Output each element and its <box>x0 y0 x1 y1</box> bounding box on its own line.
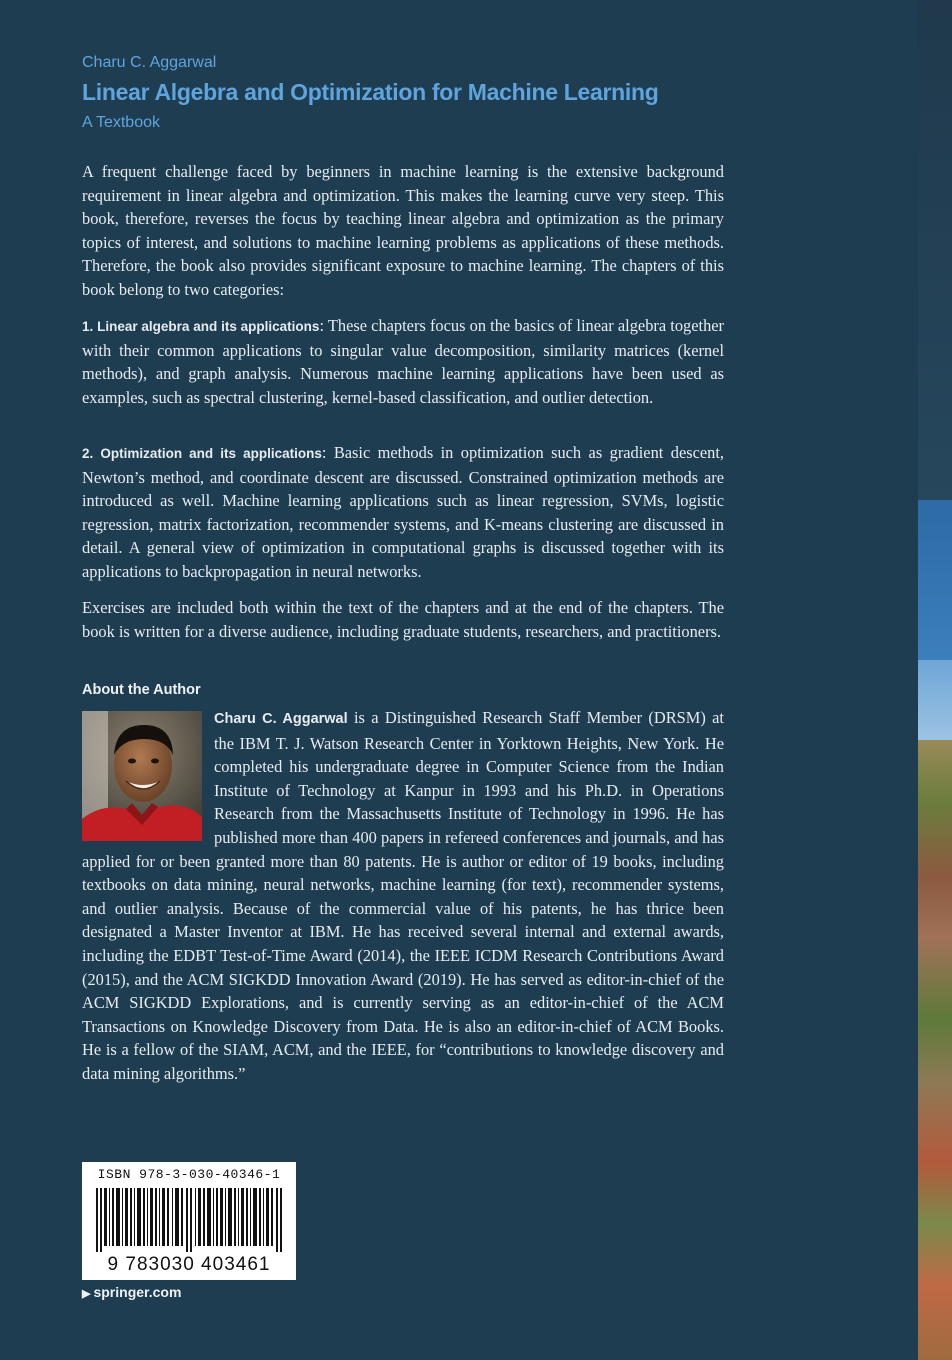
category-linear-algebra <box>82 314 724 409</box>
isbn-label: ISBN 978-3-030-40346-1 <box>97 1167 281 1182</box>
bio-author-name: Charu C. Aggarwal <box>214 711 348 727</box>
author-photo <box>82 711 202 841</box>
exercises-paragraph: Exercises are included both within the text of the chapters and at the end of the chapters. The book is written for a diverse audience, including graduate students, researchers, and practitioners. <box>82 598 724 641</box>
category-lead: 2. Optimization and its applications <box>82 446 322 461</box>
about-author-heading: About the Author <box>82 682 201 698</box>
publisher-link-text[interactable]: springer.com <box>93 1284 182 1300</box>
category-optimization <box>82 441 724 584</box>
author-name: Charu C. Aggarwal <box>82 54 217 71</box>
category-text: : These chapters focus on the basics of linear algebra together with their common applications to singular value decomposition, similarity matrices (kernel methods), and graph analysis. Numerous machine learning applications have been used as examples, such as spectral clustering, kernel-based classification, and outlier detection. <box>82 316 724 407</box>
front-cover-edge-image <box>918 0 952 1360</box>
barcode-number: 9 783030 403461 <box>107 1254 271 1275</box>
author-bio <box>82 706 724 1086</box>
arrow-right-icon: ▶ <box>82 1288 91 1300</box>
category-text: : Basic methods in optimization such as gradient descent, Newton’s method, and coordinate descent are discussed. Constrained optimization methods are introduced as well. Machine learning applications such as linear regression, SVMs, logistic regression, matrix factorization, recommender systems, and K-means clustering are discussed in detail. A general view of optimization in computational graphs is discussed together with its applications to backpropagation in neural networks. <box>82 443 724 581</box>
barcode-bars <box>94 1188 284 1252</box>
intro-paragraph: A frequent challenge faced by beginners in machine learning is the extensive background requirement in linear algebra and optimization. This makes the learning curve very steep. This book, therefore, reverses the focus by teaching linear algebra and optimization as the primary topics of interest, and solutions to machine learning problems as applications of these methods. Therefore, the book also provides significant exposure to machine learning. The chapters of this book belong to two categories: <box>82 162 724 299</box>
book-title: Linear Algebra and Optimization for Machine Learning <box>82 79 659 105</box>
category-lead: 1. Linear algebra and its applications <box>82 319 320 334</box>
isbn-barcode <box>82 1162 296 1280</box>
book-subtitle: A Textbook <box>82 114 160 131</box>
bio-paragraph <box>82 706 724 1086</box>
bio-text: is a Distinguished Research Staff Member (DRSM) at the IBM T. J. Watson Research Center in Yorktown Heights, New York. He completed his undergraduate degree in Computer Science from the Indian Institute of Technology at Kanpur in 1993 and his Ph.D. in Operations Research from the Massachusetts Institute of Technology in 1996. He has published more than 400 papers in refereed conferences and journals, and has applied for or been granted more than 80 patents. He is author or editor of 19 books, including textbooks on data mining, neural networks, machine learning (for text), recommender systems, and outlier analysis. Because of the commercial value of his patents, he has thrice been designated a Master Inventor at IBM. He has received several internal and external awards, including the EDBT Test-of-Time Award (2014), the IEEE ICDM Research Contributions Award (2015), and the ACM SIGKDD Innovation Award (2019). He has served as editor-in-chief of the ACM SIGKDD Explorations, and is currently serving as an editor-in-chief of the ACM Transactions on Knowledge Discovery from Data. He is also an editor-in-chief of ACM Books. He is a fellow of the SIAM, ACM, and the IEEE, for “contributions to knowledge discovery and data mining algorithms.” <box>82 708 724 1083</box>
publisher-link[interactable] <box>82 1284 181 1300</box>
